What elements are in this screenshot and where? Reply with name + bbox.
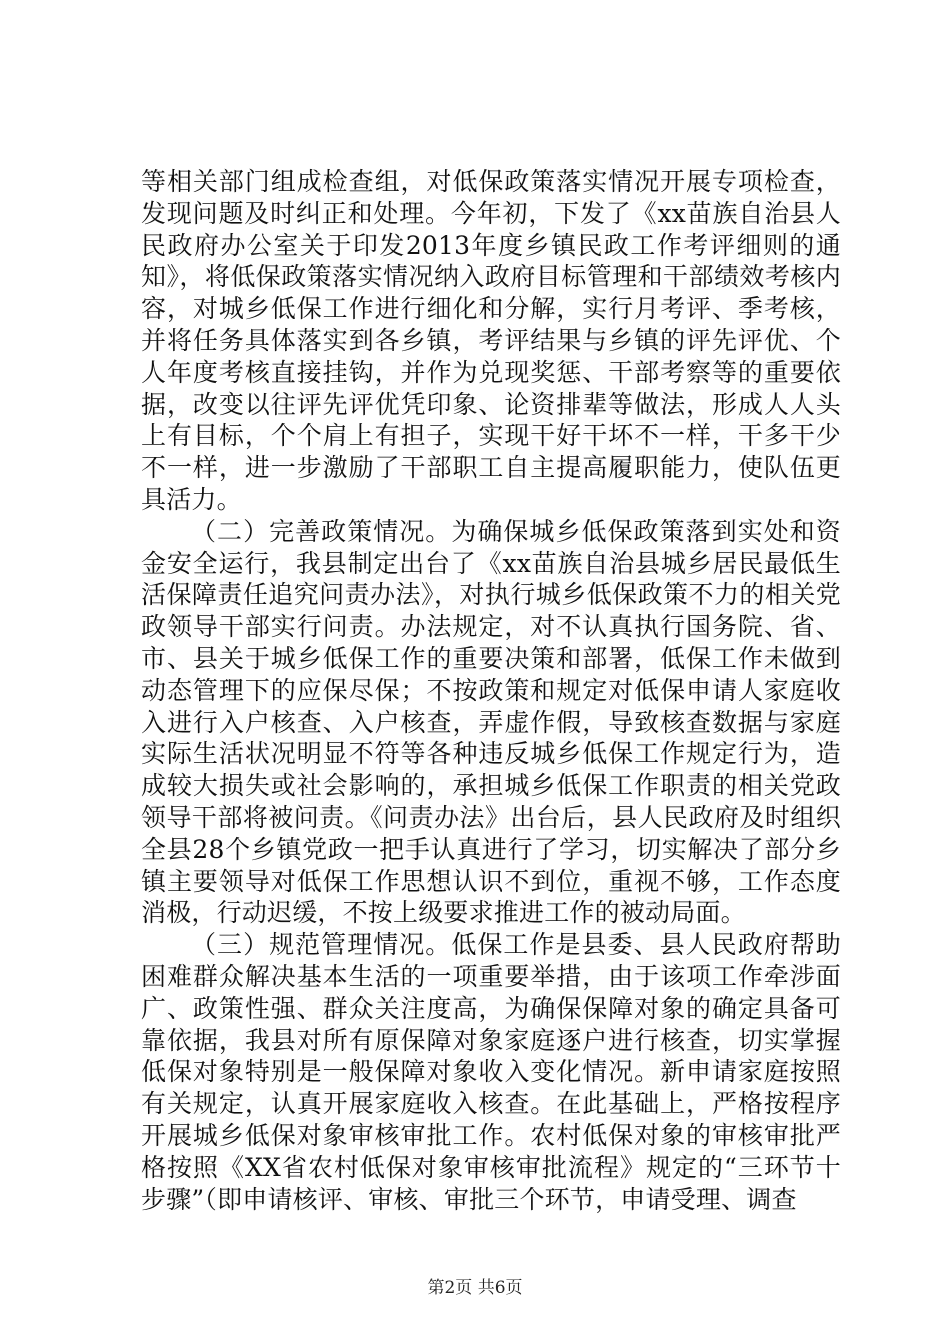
paragraph-standardized-management: （三）规范管理情况。低保工作是县委、县人民政府帮助困难群众解决基本生活的一项重要举措，由于该项工作牵涉面广、政策性强、群众关注度高，为确保保障对象的确定具备可靠依据，我县对所有原保障对象家庭逐户进行核查，切实掌握低保对象特别是一般保障对象收入变化情况。新申请家庭按照有关规定，认真开展家庭收入核查。在此基础上，严格按程序开展城乡低保对象审核审批工作。农村低保对象的审核审批严格按照《XX省农村低保对象审核审批流程》规定的“三环节十步骤”（即申请核评、审核、审批三个环节，申请受理、调查 [141,930,841,1214]
page-footer: 第2页 共6页 [427,1278,523,1298]
paragraph-continued: 等相关部门组成检查组，对低保政策落实情况开展专项检查，发现问题及时纠正和处理。今年初，下发了《xx苗族自治县人民政府办公室关于印发2013年度乡镇民政工作考评细则的通知》，将低保政策落实情况纳入政府目标管理和干部绩效考核内容，对城乡低保工作进行细化和分解，实行月考评、季考核，并将任务具体落实到各乡镇，考评结果与乡镇的评先评优、个人年度考核直接挂钩，并作为兑现奖惩、干部考察等的重要依据，改变以往评先评优凭印象、论资排辈等做法，形成人人头上有目标，个个肩上有担子，实现干好干坏不一样，干多干少不一样，进一步激励了干部职工自主提高履职能力，使队伍更具活力。 [141,167,841,514]
paragraph-policy-improvement: （二）完善政策情况。为确保城乡低保政策落到实处和资金安全运行，我县制定出台了《xx苗族自治县城乡居民最低生活保障责任追究问责办法》，对执行城乡低保政策不力的相关党政领导干部实行问责。办法规定，对不认真执行国务院、省、市、县关于城乡低保工作的重要决策和部署，低保工作未做到动态管理下的应保尽保；不按政策和规定对低保申请人家庭收入进行入户核查、入户核查，弄虚作假，导致核查数据与家庭实际生活状况明显不符等各种违反城乡低保工作规定行为，造成较大损失或社会影响的，承担城乡低保工作职责的相关党政领导干部将被问责。《问责办法》出台后，县人民政府及时组织全县28个乡镇党政一把手认真进行了学习，切实解决了部分乡镇主要领导对低保工作思想认识不到位，重视不够，工作态度消极，行动迟缓，不按上级要求推进工作的被动局面。 [141,516,841,928]
body-text [141,166,841,1215]
